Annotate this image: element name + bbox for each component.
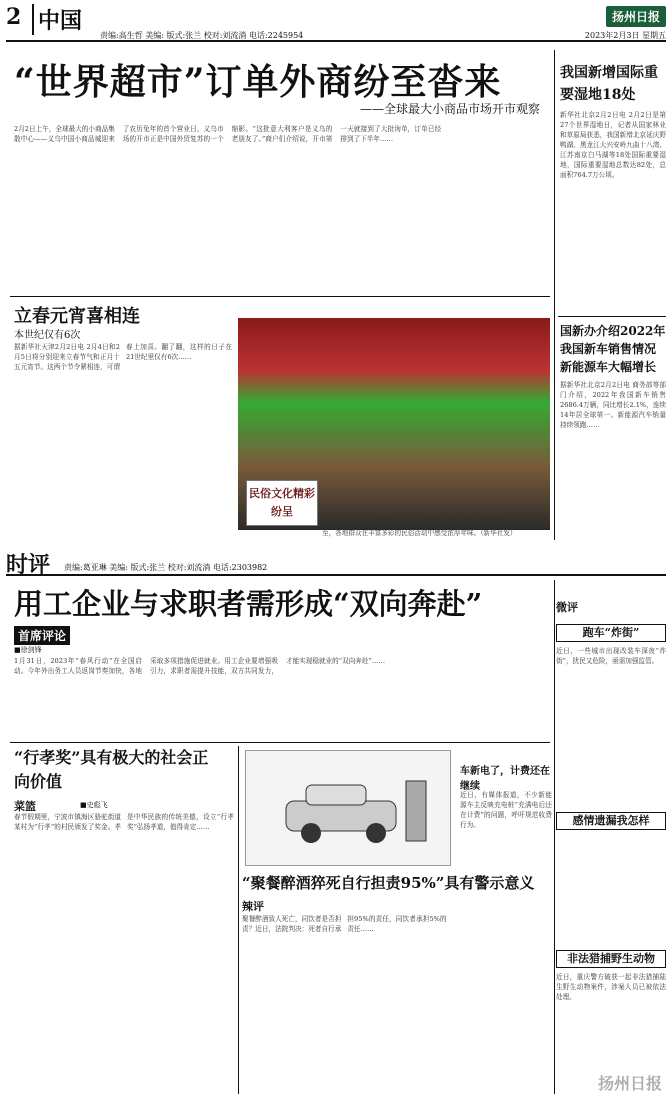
section-title: 中国 (32, 4, 82, 35)
column-tag: 首席评论 (14, 626, 70, 645)
column-divider (554, 50, 555, 540)
byline: ■史彪飞 (80, 801, 108, 809)
editors-line: 责编:高生哲 美编: 版式:张兰 校对:刘流淌 电话:2245954 (100, 31, 304, 40)
page-number: 2 (6, 4, 22, 30)
right-item-title[interactable]: 感情遗漏我怎样 (556, 812, 666, 830)
divider (558, 316, 666, 317)
photo-badge: 民俗文化精彩纷呈 (246, 480, 318, 526)
cartoon-title: 车新电了，计费还在继续 (460, 766, 550, 792)
page-header (6, 4, 666, 42)
divider (10, 296, 550, 297)
right-title: 微评 (556, 601, 578, 614)
divider (10, 742, 550, 743)
cartoon-body: 近日，有媒体报道，不少新能源车主反映充电桩“充满电后还在计费”的问题，呼吁规范收费行为。 (460, 791, 552, 829)
spring-body: 据新华社天津2月2日电 2月4日和2月5日将分别迎来立春节气和正月十五元宵节。这两个节令紧相连，可谓春上加喜。翻了翻，这样的日子在21世纪里仅有6次…… (14, 343, 232, 371)
right-column (556, 600, 666, 1072)
drink-headline[interactable]: “聚餐醉酒猝死自行担责95%”具有警示意义 (242, 874, 535, 892)
side-headline-wetlands[interactable]: 我国新增国际重要湿地18处 (560, 65, 658, 103)
drink-body: 聚餐醉酒致人死亡，同饮者是否担责？近日，法院判决：死者自行承担95%的责任，同饮者承担5%的责任…… (242, 915, 447, 933)
right-item-title[interactable]: 非法猎捕野生动物 (556, 950, 666, 968)
issue-date: 2023年2月3日 星期五 (584, 31, 666, 40)
lead-headline[interactable]: “世界超市”订单外商纷至沓来 (14, 61, 502, 103)
watermark: 扬州日报 (597, 1074, 662, 1093)
spring-subhead: 本世纪仅有6次 (14, 330, 81, 341)
ev-car-icon (246, 751, 450, 865)
section2-editors: 责编:葛亚琳 美编: 版式:张兰 校对:刘流淌 电话:2303982 (64, 563, 268, 572)
spring-headline[interactable]: 立春元宵喜相连 (14, 306, 140, 327)
section2-title: 时评 (6, 552, 51, 578)
column-divider (554, 580, 555, 1094)
label-tag: 菜篮 (14, 800, 36, 813)
lead-body: 2月2日上午，全球最大的小商品集散中心——义乌中国小商品城迎来了农历兔年的首个营业日，义乌市场的开市正是中国外贸复苏的一个缩影。“这批意大利客户是义乌的老朋友了。”商户们介绍说，开市第一天就接到了大批询单，订单已经排到了下半年…… (14, 125, 442, 143)
photo-caption: 2月2日，在山西太原迎泽区，游客观看演出的民俗文化展演节目。元宵佳节将至，各地群众在丰富多彩的民俗活动中感受浓厚年味。（新华社发） (322, 519, 548, 537)
byline: ■徐剑锋 (14, 646, 42, 654)
right-item-body: 近日，一些城市出现改装车深夜“炸街”，扰民又危险，亟需加强监管。 (556, 647, 666, 665)
newspaper-logo: 扬州日报 (606, 6, 666, 27)
opinion-header (6, 548, 666, 576)
right-item-title[interactable]: 跑车“炸街” (556, 624, 666, 642)
label-tag: 辣评 (242, 900, 264, 913)
opinion-headline[interactable]: 用工企业与求职者需形成“双向奔赴” (14, 587, 483, 621)
right-item-body: 近日，重庆警方破获一起非法猎捕陆生野生动物案件，涉案人员已被依法处理。 (556, 973, 666, 1001)
lead-subhead: ——全球最大小商品市场开市观察 (359, 102, 540, 116)
column-divider (238, 746, 239, 1094)
side-body-cars: 据新华社北京2月2日电 商务部等部门介绍，2022年我国新车销售2686.4万辆，同比增长2.1%，连续14年居全球第一。新能源汽车销量持续领跑…… (560, 381, 666, 429)
filial-headline[interactable]: “行孝奖”具有极大的社会正向价值 (14, 748, 209, 791)
side-headline-cars[interactable]: 国新办介绍2022年我国新车销售情况 新能源车大幅增长 (560, 324, 666, 374)
side-body-wetlands: 新华社北京2月2日电 2月2日是第27个世界湿地日，记者从国家林业和草原局获悉，我国新增北京延庆野鸭湖、黑龙江大兴安岭九曲十八湾、江苏南京白马湖等18处国际重要湿地，国际重要湿地总数达82处，总面积764.7万公顷。 (560, 111, 666, 179)
opinion-body: 1月31日，2023年“春风行动”在全国启动。今年外出务工人员返岗节奏加快，各地采取多项措施促进就业。用工企业要增强吸引力，求职者需提升技能，双方共同发力，才能实现稳就业的“双向奔赴”…… (14, 657, 386, 675)
cartoon-image (245, 750, 451, 866)
filial-body: 春节假期里，宁波市镇海区骆驼街道某村为“行孝”的村民颁发了奖金。孝是中华民族的传统美德，设立“行孝奖”弘扬孝道，值得肯定…… (14, 813, 234, 831)
